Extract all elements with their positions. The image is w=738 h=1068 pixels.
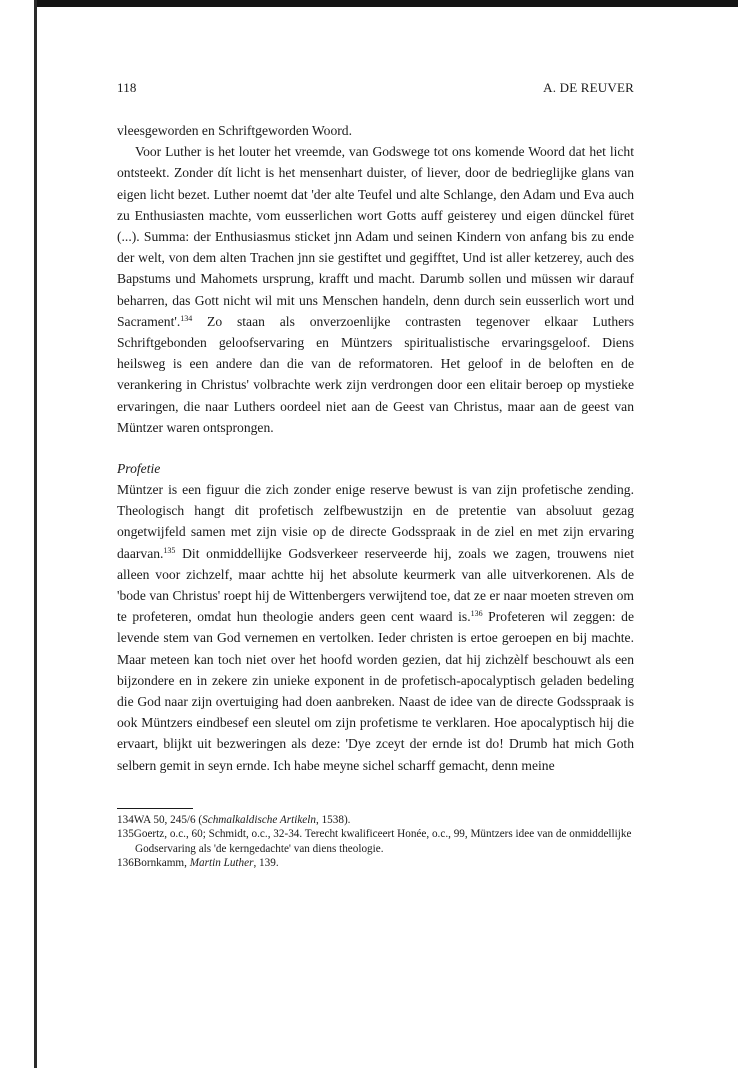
paragraph-3-text-c: Profeteren wil zeggen: de levende stem van God vernemen en vertolken. Ieder christen is ertoe geroepen en bij machte. Maar meteen kan toch niet over het hoofd worden gezien, dat hij zichzèlf beschouwt als een bijzondere en in zekere zin unieke exponent in de profetisch-apocalyptisch geladen bedeling die God naar zijn overtuiging had doen aanbreken. Naast de idee van de directe Godsspraak is ook Müntzers eindbesef een sleutel om zijn profetisme te verklaren. Hoe apocalyptisch hij die ervaart, blijkt uit bezweringen als deze: 'Dye zceyt der ernde ist do! Drumb hat mich Goth selbern gemit in seyn ernde. Ich habe meyne sichel scharff gemacht, denn meine — [117, 609, 634, 773]
footnote-ref-135[interactable]: 135 — [163, 545, 176, 555]
page-number: 118 — [117, 80, 137, 95]
paragraph-3 — [117, 479, 634, 776]
footnote-divider — [117, 808, 193, 809]
footnote-italic: Schmalkaldische Artikeln — [202, 813, 316, 826]
footnote-134 — [117, 813, 634, 828]
scan-edge-top — [36, 0, 738, 7]
paragraph-2-text-b: Zo staan als onverzoenlijke contrasten tegenover elkaar Luthers Schriftgebonden geloofservaring en Müntzers spiritualistische ervaringsgeloof. Diens heilsweg is een andere dan die van de reformatoren. Het geloof in de beloften en de verankering in Christus' volbrachte werk zijn verdrongen door een elitair beroep op mystieke ervaringen, die naar Luthers oordeel niet aan de Geest van Christus, maar aan de geest van Müntzer waren ontsprongen. — [117, 313, 634, 435]
footnote-ref-136[interactable]: 136 — [470, 609, 483, 619]
footnote-number: 135 — [117, 828, 134, 841]
body-text — [117, 120, 634, 776]
running-head: A. DE REUVER — [543, 80, 634, 95]
paragraph-3-text-a: Müntzer is een figuur die zich zonder enige reserve bewust is van zijn profetische zending. Theologisch hangt dit profetisch zelfbewustzijn en de pretentie van absoluut gezag ongetwijfeld samen met zijn visie op de directe Godsspraak in de ziel en met zijn ervaring daarvan. — [117, 482, 634, 561]
page-header — [117, 80, 634, 96]
footnote-text-end: , 1538). — [315, 813, 351, 826]
footnote-italic: Martin Luther — [189, 857, 254, 870]
section-gap — [117, 438, 634, 458]
book-page — [117, 80, 634, 871]
footnote-ref-134[interactable]: 134 — [180, 313, 193, 323]
paragraph-3-text-b: Dit onmiddellijke Godsverkeer reserveerde hij, zoals we zagen, trouwens niet alleen voor zichzelf, maar achtte hij het absolute keurmerk van alle uitverkorenen. Als de 'bode van Christus' roept hij de Wittenbergers verwijtend toe, dat ze er naar moeten streven om te profeteren, omdat hun theologie anders geen cent waard is. — [117, 545, 634, 625]
footnote-text: WA 50, 245/6 ( — [133, 813, 203, 826]
footnote-text-end: , 139. — [253, 857, 279, 870]
section-title: Profetie — [117, 461, 161, 477]
paragraph-2 — [117, 141, 634, 438]
footnote-number: 134 — [117, 813, 134, 826]
footnote-text: Goertz, o.c., 60; Schmidt, o.c., 32-34. Terecht kwalificeert Honée, o.c., 99, Müntzers idee van de onmiddellijke Godservaring als 'de kerngedachte' van diens theologie. — [133, 828, 632, 855]
footnote-135 — [117, 827, 634, 856]
scan-edge-left — [34, 0, 37, 1068]
footnote-text: Bornkamm, — [133, 857, 190, 870]
paragraph-1: vleesgeworden en Schriftgeworden Woord. — [117, 123, 352, 138]
footnotes — [117, 813, 634, 871]
footnote-136 — [117, 856, 634, 871]
footnote-number: 136 — [117, 857, 134, 870]
paragraph-2-text-a: Voor Luther is het louter het vreemde, van Godswege tot ons komende Woord dat het licht ontsteekt. Zonder dít licht is het mensenhart duister, of liever, door de bedrieglijke glans van eigen licht bezet. Luther noemt dat 'der alte Teufel und alte Schlange, den Adam und Eva auch zu Enthusiasten machte, vom eusserlichen wort Gotts auff geisterey und eigen dünckel füret (...). Summa: der Enthusiasmus sticket jnn Adam und seinen Kindern von anfang bis zu ende der welt, von dem alten Trachen jnn sie gestiftet und gegifftet, Und ist aller ketzerey, auch des Bapstums und Mahomets ursprung, krafft und macht. Darumb sollen und müssen wir darauf beharren, das Gott nicht wil mit uns Menschen handeln, denn durch sein eusserlich wort und Sacrament'. — [117, 144, 634, 329]
